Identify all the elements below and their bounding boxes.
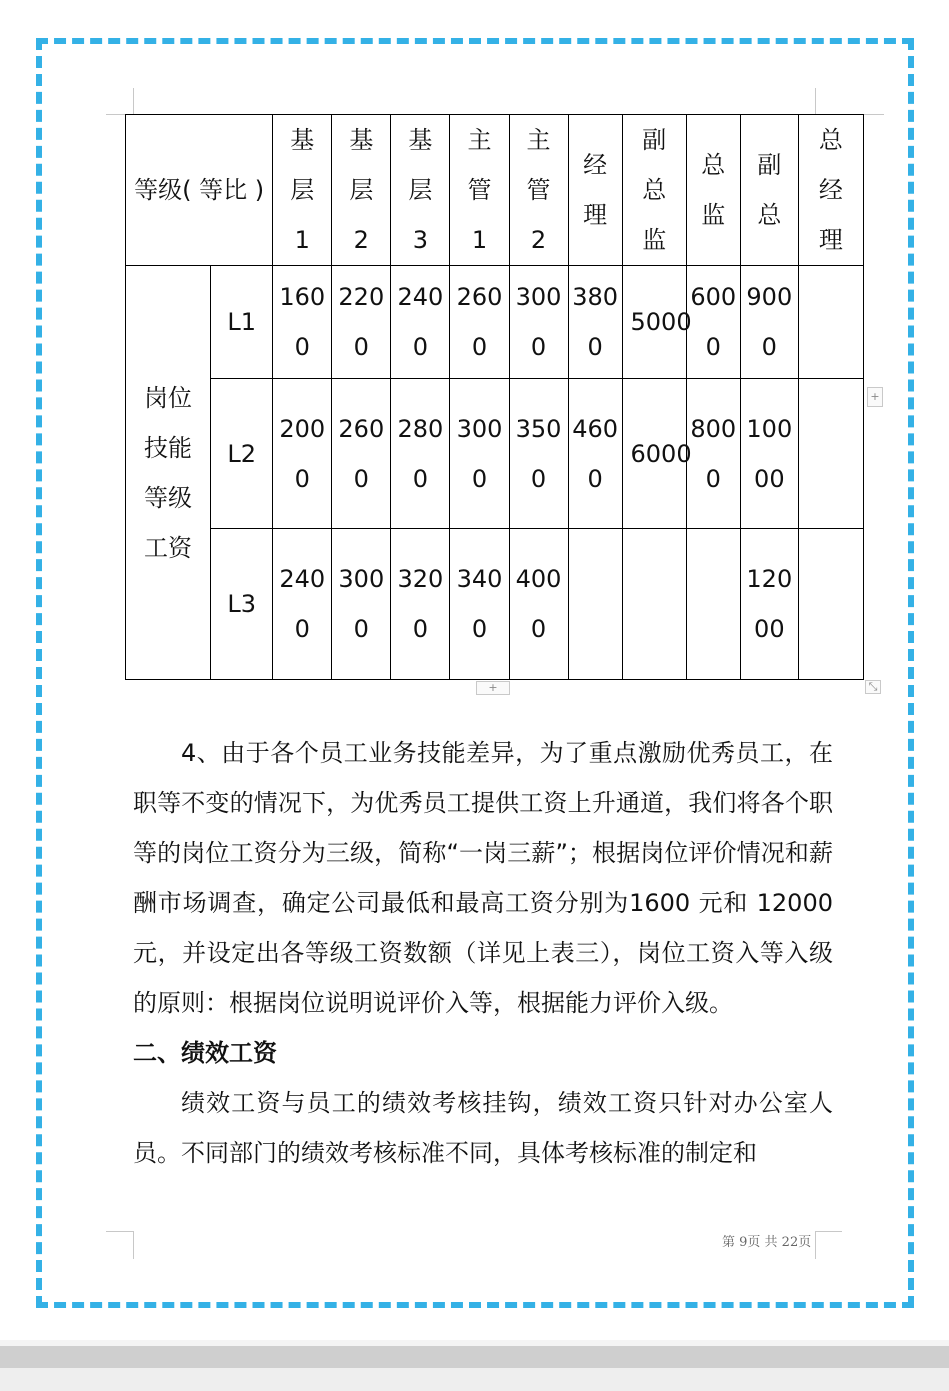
body-text <box>133 728 833 1178</box>
value-cell: 10000 <box>740 379 798 529</box>
crop-mark-bottom-left-h <box>106 1231 133 1232</box>
value-cell: 4600 <box>568 379 622 529</box>
value-cell: 3200 <box>391 529 450 680</box>
header-cell: 总监 <box>686 115 740 266</box>
value-cell: 4000 <box>509 529 568 680</box>
table-row <box>126 379 864 529</box>
crop-mark-bottom-right-h <box>815 1231 842 1232</box>
value-cell: 2200 <box>332 266 391 379</box>
header-cell: 基层2 <box>332 115 391 266</box>
add-column-button[interactable]: + <box>867 387 883 407</box>
value-cell: 2800 <box>391 379 450 529</box>
value-cell: 2600 <box>450 266 509 379</box>
value-cell <box>798 379 863 529</box>
table-row <box>126 266 864 379</box>
value-cell: 5000 <box>622 266 686 379</box>
paragraph: 4、由于各个员工业务技能差异，为了重点激励优秀员工，在职等不变的情况下，为优秀员工提供工资上升通道，我们将各个职等的岗位工资分为三级，简称“一岗三薪”；根据岗位评价情况和薪酬市场调查，确定公司最低和最高工资分别为1600 元和 12000 元，并设定出各等级工资数额（详见上表三），岗位工资入等入级的原则：根据岗位说明说评价入等，根据能力评价入级。 <box>133 739 833 1017</box>
header-cell: 经理 <box>568 115 622 266</box>
add-row-button[interactable]: + <box>476 681 510 695</box>
value-cell: 3800 <box>568 266 622 379</box>
salary-table <box>125 114 864 680</box>
value-cell: 12000 <box>740 529 798 680</box>
value-cell: 3000 <box>509 266 568 379</box>
crop-mark-bottom-left <box>133 1231 134 1259</box>
paragraph: 绩效工资与员工的绩效考核挂钩，绩效工资只针对办公室人员。不同部门的绩效考核标准不同，具体考核标准的制定和 <box>133 1089 833 1167</box>
header-level-label: 等级( 等比 ) <box>126 115 273 266</box>
status-strip <box>0 1368 949 1391</box>
header-cell: 主管1 <box>450 115 509 266</box>
value-cell: 3000 <box>332 529 391 680</box>
page-number: 第 9页 共 22页 <box>722 1235 812 1250</box>
value-cell: 1600 <box>273 266 332 379</box>
crop-mark-top-left-h <box>106 114 125 115</box>
value-cell <box>568 529 622 680</box>
value-cell: 6000 <box>686 266 740 379</box>
table-row <box>126 529 864 680</box>
value-cell: 2400 <box>273 529 332 680</box>
level-cell: L1 <box>211 266 273 379</box>
crop-mark-bottom-right <box>815 1231 816 1259</box>
horizontal-scrollbar[interactable] <box>0 1346 949 1368</box>
header-cell: 主管2 <box>509 115 568 266</box>
section-heading: 二、绩效工资 <box>133 1039 277 1067</box>
header-cell: 总经理 <box>798 115 863 266</box>
header-cell: 副总监 <box>622 115 686 266</box>
header-cell: 基层3 <box>391 115 450 266</box>
value-cell <box>798 529 863 680</box>
value-cell: 6000 <box>622 379 686 529</box>
value-cell: 9000 <box>740 266 798 379</box>
header-cell: 副总 <box>740 115 798 266</box>
level-cell: L2 <box>211 379 273 529</box>
value-cell <box>686 529 740 680</box>
value-cell <box>798 266 863 379</box>
value-cell: 3500 <box>509 379 568 529</box>
level-cell: L3 <box>211 529 273 680</box>
crop-mark-top-right-h <box>864 114 884 115</box>
resize-table-handle[interactable]: ⤡ <box>865 680 881 694</box>
crop-mark-top-right <box>815 88 816 114</box>
value-cell: 2400 <box>391 266 450 379</box>
value-cell: 2600 <box>332 379 391 529</box>
group-label: 岗位技能等级工资 <box>126 266 211 680</box>
value-cell <box>622 529 686 680</box>
crop-mark-top-left <box>133 88 134 114</box>
value-cell: 8000 <box>686 379 740 529</box>
value-cell: 2000 <box>273 379 332 529</box>
value-cell: 3400 <box>450 529 509 680</box>
header-cell: 基层1 <box>273 115 332 266</box>
table-header-row <box>126 115 864 266</box>
value-cell: 3000 <box>450 379 509 529</box>
